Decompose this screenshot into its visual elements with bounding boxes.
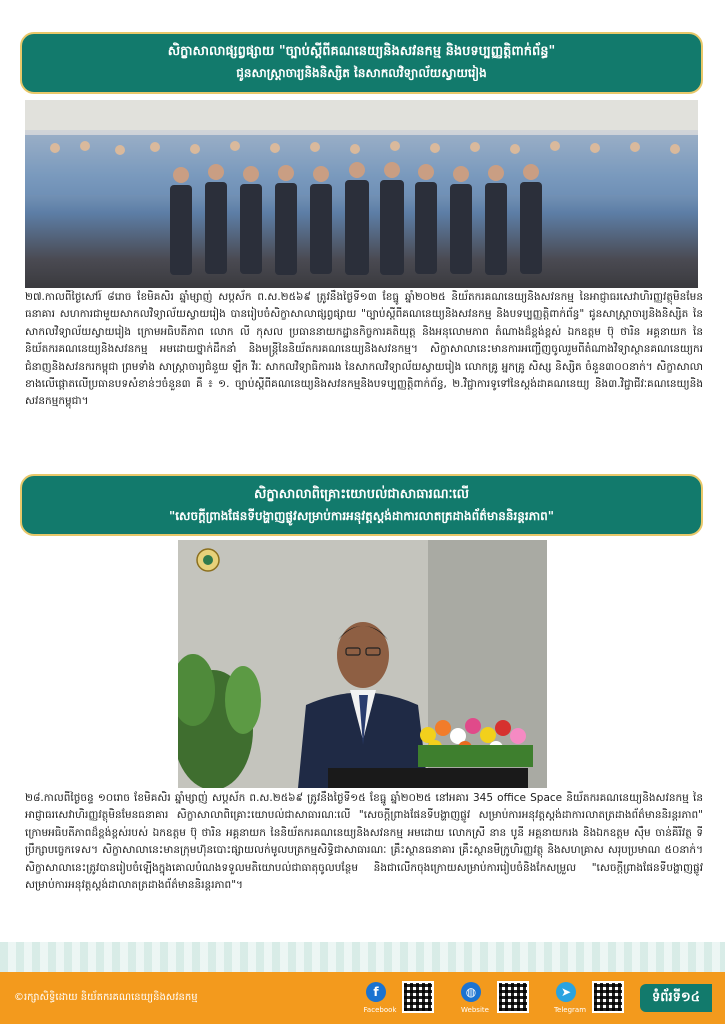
website-link[interactable] (455, 980, 525, 1016)
facebook-icon: f (366, 982, 386, 1002)
facebook-link[interactable] (360, 980, 430, 1016)
website-qr-code[interactable] (497, 981, 529, 1013)
copyright-text: ©រក្សាសិទ្ធិដោយ និយ័តករគណនេយ្យនិងសវនកម្ម (14, 992, 198, 1003)
speaker-photo (178, 540, 547, 788)
telegram-icon: ➤ (556, 982, 576, 1002)
section-1-title-banner (20, 32, 703, 94)
footer (0, 972, 725, 1024)
section-1-title-line-1: សិក្ខាសាលាផ្សព្វផ្សាយ "ច្បាប់ស្តីពីគណនេយ្យនិងសវនកម្ម និងបទប្បញ្ញត្តិពាក់ព័ន្ធ" (167, 44, 556, 59)
facebook-qr-code[interactable] (402, 981, 434, 1013)
section-1-paragraph: ២៧.កាលពីថ្ងៃសៅរ៍ ៨រោច ខែមិគសិរ ឆ្នាំម្សាញ់ សប្តស័ក ព.ស.២៥៦៩ ត្រូវនឹងថ្ងៃទី១៣ ខែធ្នូ ឆ្នាំ២០២៥ និយ័តករគណនេយ្យនិងសវនកម្ម នៃអាជ្ញាធរសេវាហិរញ្ញវត្ថុមិនមែនធនាគារ សហការជាមួយសាកលវិទ្យាល័យស្វាយរៀង បានរៀបចំសិក្ខាសាលាផ្សព្វផ្សាយ "ច្បាប់ស្តីពីគណនេយ្យនិងសវនកម្ម និងបទប្បញ្ញត្តិពាក់ព័ន្ធ" ជូនសាស្ត្រាចារ្យនិងនិស្សិត នៃសាកលវិទ្យាល័យស្វាយរៀង ក្រោមអធិបតីភាព លោក លី កុសល ប្រធាននាយកដ្ឋានកិច្ចការគតិយុត្ត និងអនុលោមភាព តំណាងដ៏ខ្ពង់ខ្ពស់ ឯកឧត្តម ប៊ុ ថារិន អគ្គនាយក នៃនិយ័តករគណនេយ្យនិងសវនកម្ម អមដោយថ្នាក់ដឹកនាំ និងមន្ត្រីនៃនិយ័តករគណនេយ្យនិងសវនកម្ម។ សិក្ខាសាលានេះមានការអញ្ជើញចូលរួមពីតំណាងវិទ្យាស្ថានគណនេយ្យករជំនាញនិងសវនករកម្ពុជា ព្រមទាំង សាស្ត្រាចារ្យជំនួយ ឡឹក វីរៈ សាកលវិទ្យាធិការរង នៃសាកលវិទ្យាល័យស្វាយរៀង លោកគ្រូ អ្នកគ្រូ សិស្ស និស្សិត ចំនួន៣០០នាក់។ សិក្ខាសាលាខាងលើផ្តោតលើប្រធានបទសំខាន់ៗចំនួន៣ គឺ ៖ ១. ច្បាប់ស្តីពីគណនេយ្យនិងសវនកម្មនិងបទប្បញ្ញត្តិពាក់ព័ន្ធ, ២.វិជ្ជាការទូទៅនៃស្តង់ដាគណនេយ្យ និង៣.វិជ្ជាជីវៈគណនេយ្យនិងសវនកម្មកម្ពុជា។ (25, 291, 703, 408)
globe-icon: ◍ (461, 982, 481, 1002)
section-1-title-line-2: ជូនសាស្ត្រាចារ្យនិងនិស្សិត នៃសាកលវិទ្យាល័យស្វាយរៀង (236, 66, 487, 80)
page-number: ទំព័រទី១៤ (640, 984, 712, 1012)
telegram-label: Telegram (553, 1006, 587, 1014)
organization-logo (197, 549, 219, 571)
facebook-label: Facebook (363, 1006, 397, 1014)
group-photo-illustration (25, 100, 698, 288)
website-label: Website (461, 1006, 489, 1014)
section-2-title-banner (20, 474, 703, 536)
decorative-pattern-strip (0, 942, 725, 972)
section-2-title-line-2: "សេចក្តីព្រាងផែនទីបង្ហាញផ្លូវសម្រាប់ការអនុវត្តស្តង់ដាការលាតត្រដាងព័ត៌មាននិរន្តរភាព" (168, 509, 555, 523)
speaker-photo-illustration (178, 540, 547, 788)
telegram-link[interactable] (550, 980, 620, 1016)
telegram-qr-code[interactable] (592, 981, 624, 1013)
section-2-title-line-1: សិក្ខាសាលាពិគ្រោះយោបល់ជាសាធារណៈលើ (253, 487, 470, 502)
group-photo (25, 100, 698, 288)
section-2-paragraph: ២៨.កាលពីថ្ងៃចន្ទ ១០រោច ខែមិគសិរ ឆ្នាំម្សាញ់ សប្តស័ក ព.ស.២៥៦៩ ត្រូវនឹងថ្ងៃទី១៥ ខែធ្នូ ឆ្នាំ២០២៥ នៅអគារ 345 office Space និយ័តករគណនេយ្យនិងសវនកម្ម នៃអាជ្ញាធរសេវាហិរញ្ញវត្ថុមិនមែនធនាគារ សិក្ខាសាលាពិគ្រោះយោបល់ជាសាធារណៈលើ "សេចក្តីព្រាងផែនទីបង្ហាញផ្លូវ សម្រាប់ការអនុវត្តស្តង់ដាការលាតត្រដាងព័ត៌មាននិរន្តរភាព" ក្រោមអធិបតីភាពដ៏ខ្ពង់ខ្ពស់របស់ ឯកឧត្តម ប៊ុ ថារិន អគ្គនាយក នៃនិយ័តករគណនេយ្យនិងសវនកម្ម អមដោយ លោកស្រី នាន បូនី អគ្គនាយករង និងឯកឧត្តម ស៊ឹម ចាន់គីរីវត្ថ ទីប្រឹក្សាបច្ចេកទេស។ សិក្ខាសាលានេះមានក្រុមហ៊ុនបោះផ្សាយលក់មូលបត្រកម្មសិទ្ធិជាសាធារណៈ គ្រឹះស្ថានធនាគារ គ្រឹះស្ថានមីក្រូហិរញ្ញវត្ថុ និងសហគ្រាស សរុបប្រមាណ ៥០នាក់។ សិក្ខាសាលានេះត្រូវបានរៀបចំឡើងក្នុងគោលបំណងទទួលមតិយោបល់ជាធាតុចូលបន្ថែម និងជាលើកចុងក្រោយសម្រាប់ការរៀបចំនិងកែសម្រួល "សេចក្តីព្រាងផែនទីបង្ហាញផ្លូវសម្រាប់ការអនុវត្តស្តង់ដាលាតត្រដាងព័ត៌មាននិរន្តរភាព"។ (25, 792, 703, 892)
